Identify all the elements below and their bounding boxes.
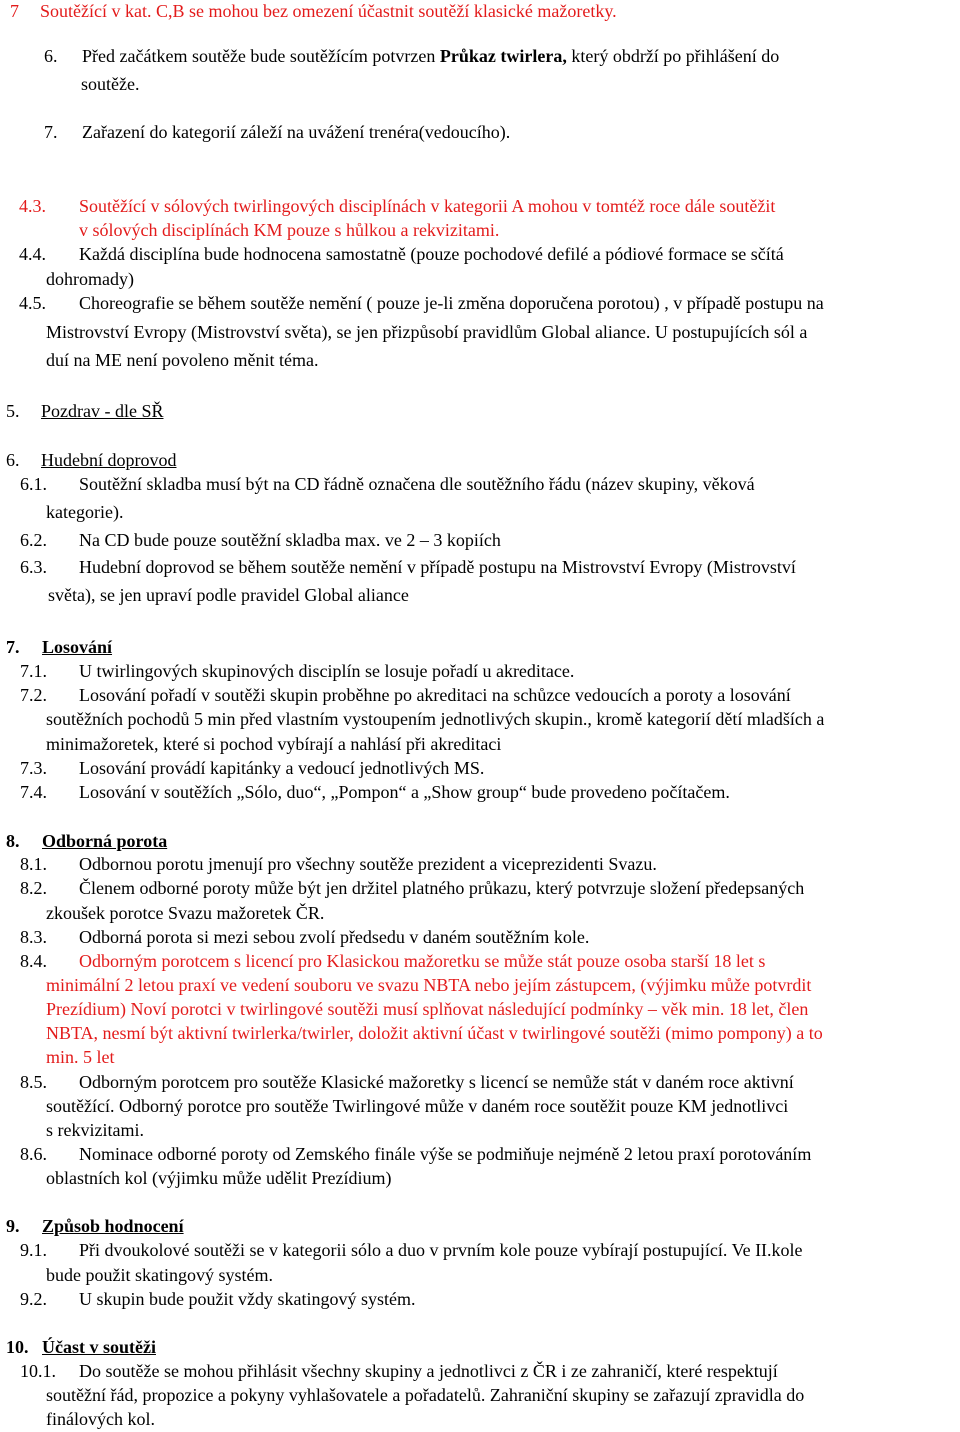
- item-7-3-line1: [20, 758, 484, 778]
- item-4-5-line1: [19, 293, 824, 313]
- item-9-1-line2: bude použit skatingový systém.: [46, 1265, 273, 1285]
- section-title: Pozdrav - dle SŘ: [41, 401, 164, 421]
- item-text: Losování v soutěžích „Sólo, duo“, „Pompon“ a „Show group“ bude provedeno počítačem.: [79, 782, 730, 802]
- item-8-4-line1: [20, 951, 765, 971]
- item-6-1-line2: kategorie).: [46, 502, 124, 522]
- item-7-2-line1: [20, 685, 791, 705]
- item-text: U twirlingových skupinových disciplín se losuje pořadí u akreditace.: [79, 661, 575, 681]
- item-number: 4.4.: [19, 244, 46, 264]
- item-number: 4.5.: [19, 293, 46, 313]
- item-8-4-line5: min. 5 let: [46, 1047, 115, 1067]
- item-6-3-line2: světa), se jen upraví podle pravidel Global aliance: [48, 585, 409, 605]
- section-9-heading: [6, 1216, 184, 1236]
- section-title: Hudební doprovod: [41, 450, 177, 470]
- section-5-heading: [6, 401, 163, 421]
- item-7-2-line2: soutěžních pochodů 5 min před vlastním vystoupením jednotlivých skupin., kromě kategorií dětí mladších a: [46, 709, 825, 729]
- item-8-6-line1: [20, 1144, 811, 1164]
- section-number: 6.: [6, 450, 20, 470]
- item-8-4-line2: minimální 2 letou praxí ve vedení souboru ve svazu NBTA nebo jejím zástupcem, (výjimku může potvrdit: [46, 975, 812, 995]
- item-4-3-line1: [19, 196, 775, 216]
- item-text: Choreografie se během soutěže nemění ( pouze je-li změna doporučena porotou) , v případě postupu na: [79, 293, 824, 313]
- section-title: Účast v soutěži: [42, 1337, 156, 1357]
- item-text: Nominace odborné poroty od Zemského finále výše se podmiňuje nejméně 2 letou praxí porotováním: [79, 1144, 812, 1164]
- item-text: Při dvoukolové soutěži se v kategorii sólo a duo v prvním kole pouze vybírají postupující. Ve II.kole: [79, 1240, 803, 1260]
- item-number: 7.1.: [20, 661, 47, 681]
- section-number: 7.: [6, 637, 20, 657]
- item-8-4-line3: Prezídium) Noví porotci v twirlingové soutěži musí splňovat následující podmínky – věk min. 18 let, člen: [46, 999, 809, 1019]
- section-title: Losování: [42, 637, 113, 657]
- item-number: 4.3.: [19, 196, 46, 216]
- item-text: Do soutěže se mohou přihlásit všechny skupiny a jednotlivci z ČR i ze zahraničí, které respektují: [79, 1361, 778, 1381]
- item-text: Každá disciplína bude hodnocena samostatně (pouze pochodové defilé a pódiové formace se sčítá: [79, 244, 784, 264]
- item-number: 9.2.: [20, 1289, 47, 1309]
- item-number: 6.3.: [20, 557, 47, 577]
- item-text: Soutěžící v sólových twirlingových disciplínách v kategorii A mohou v tomtéž roce dále soutěžit: [79, 196, 776, 216]
- item-text: Odborná porota si mezi sebou zvolí předsedu v daném soutěžním kole.: [79, 927, 590, 947]
- item-text: Odbornou porotu jmenují pro všechny soutěže prezident a viceprezidenti Svazu.: [79, 854, 657, 874]
- section-10-heading: [6, 1337, 156, 1357]
- item-number: 9.1.: [20, 1240, 47, 1260]
- item-8-5-line3: s rekvizitami.: [46, 1120, 144, 1140]
- item-7-4-line1: [20, 782, 730, 802]
- section-title: Způsob hodnocení: [42, 1216, 184, 1236]
- section-number: 9.: [6, 1216, 20, 1236]
- item-10-1-line1: [20, 1361, 778, 1381]
- item-number: 8.6.: [20, 1144, 47, 1164]
- item-text: Soutěžící v kat. C,B se mohou bez omezení účastnit soutěží klasické mažoretky.: [40, 1, 617, 21]
- item-number: 8.5.: [20, 1072, 47, 1092]
- item-text: U skupin bude použit vždy skatingový systém.: [79, 1289, 416, 1309]
- item-9-2-line1: [20, 1289, 415, 1309]
- section-8-heading: [6, 831, 167, 851]
- item-6-3-line1: [20, 557, 796, 577]
- item-text: Na CD bude pouze soutěžní skladba max. ve 2 – 3 kopiích: [79, 530, 501, 550]
- item-text: Hudební doprovod se během soutěže nemění v případě postupu na Mistrovství Evropy (Mistrovství: [79, 557, 796, 577]
- item-8-5-line1: [20, 1072, 794, 1092]
- item-4-3-line2: v sólových disciplínách KM pouze s hůlkou a rekvizitami.: [79, 220, 500, 240]
- item-8-1-line1: [20, 854, 657, 874]
- item-number: 6.: [44, 46, 58, 66]
- item-8-2-line1: [20, 878, 804, 898]
- item-8-4-line4: NBTA, nesmí být aktivní twirlerka/twirler, doložit aktivní účast v twirlingové soutěži (mimo pompony) a to: [46, 1023, 823, 1043]
- item-7-1-line1: [20, 661, 574, 681]
- section-title: Odborná porota: [42, 831, 168, 851]
- item-8-5-line2: soutěžící. Odborný porotce pro soutěže Twirlingové může v daném roce soutěžit pouze KM jednotlivci: [46, 1096, 789, 1116]
- item-6-line1: [44, 46, 779, 66]
- item-4-5-line3: duí na ME není povoleno měnit téma.: [46, 350, 319, 370]
- item-number: 8.2.: [20, 878, 47, 898]
- item-number: 10.1.: [20, 1361, 56, 1381]
- item-7-line1: [44, 122, 510, 142]
- item-text: Zařazení do kategorií záleží na uvážení trenéra(vedoucího).: [82, 122, 511, 142]
- item-9-1-line1: [20, 1240, 803, 1260]
- item-number: 8.4.: [20, 951, 47, 971]
- item-text: Odborným porotcem s licencí pro Klasickou mažoretku se může stát pouze osoba starší 18 let s: [79, 951, 766, 971]
- item-number: 7.4.: [20, 782, 47, 802]
- item-number: 8.1.: [20, 854, 47, 874]
- item-text: Losování provádí kapitánky a vedoucí jednotlivých MS.: [79, 758, 485, 778]
- item-number: 6.2.: [20, 530, 47, 550]
- item-8-3-line1: [20, 927, 589, 947]
- item-number: 7: [10, 1, 19, 21]
- item-8-2-line2: zkoušek porotce Svazu mažoretek ČR.: [46, 903, 325, 923]
- item-text: Soutěžní skladba musí být na CD řádně označena dle soutěžního řádu (název skupiny, věková: [79, 474, 755, 494]
- item-7-2-line3: minimažoretek, které si pochod vybírají a nahlásí při akreditaci: [46, 734, 502, 754]
- item-6-1-line1: [20, 474, 755, 494]
- item-text: Před začátkem soutěže bude soutěžícím potvrzen: [82, 46, 440, 66]
- item-text: Členem odborné poroty může být jen držitel platného průkazu, který potvrzuje složení předepsaných: [79, 878, 805, 898]
- item-number: 7.2.: [20, 685, 47, 705]
- section-number: 5.: [6, 401, 20, 421]
- item-number: 8.3.: [20, 927, 47, 947]
- item-number: 6.1.: [20, 474, 47, 494]
- section-7-heading: [6, 637, 112, 657]
- item-bold-text: Průkaz twirlera,: [439, 46, 567, 66]
- section-number: 8.: [6, 831, 20, 851]
- item-text: Losování pořadí v soutěži skupin proběhne po akreditaci na schůzce vedoucích a poroty a losování: [79, 685, 791, 705]
- item-10-1-line2: soutěžní řád, propozice a pokyny vyhlašovatele a pořadatelů. Zahraniční skupiny se zařazují zpravidla do: [46, 1385, 805, 1405]
- section-6-heading: [6, 450, 176, 470]
- section-number: 10.: [6, 1337, 29, 1357]
- item-text: Odborným porotcem pro soutěže Klasické mažoretky s licencí se nemůže stát v daném roce aktivní: [79, 1072, 794, 1092]
- item-4-4-line2: dohromady): [46, 269, 134, 289]
- item-number: 7.3.: [20, 758, 47, 778]
- item-6-line2: soutěže.: [81, 74, 140, 94]
- item-number: 7.: [44, 122, 58, 142]
- item-10-1-line3: finálových kol.: [46, 1409, 155, 1429]
- item-6-2-line1: [20, 530, 501, 550]
- item-4-5-line2: Mistrovství Evropy (Mistrovství světa), se jen přizpůsobí pravidlům Global aliance. U postupujících sól a: [46, 322, 808, 342]
- item-8-6-line2: oblastních kol (výjimku může udělit Prezídium): [46, 1168, 392, 1188]
- item-text: který obdrží po přihlášení do: [566, 46, 780, 66]
- item-7-categories: [10, 1, 617, 21]
- item-4-4-line1: [19, 244, 784, 264]
